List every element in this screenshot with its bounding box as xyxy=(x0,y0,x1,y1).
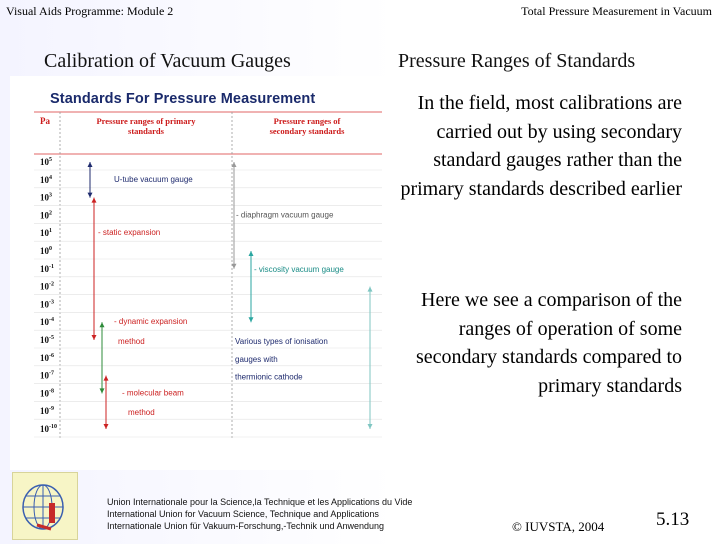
y-tick-label: $10^{-7}$ xyxy=(40,370,54,381)
range-static-arrowhead-bottom xyxy=(92,335,97,340)
footer-line-fr: Union Internationale pour la Science,la Technique et les Applications du Vide xyxy=(107,497,413,507)
range-dynamic-arrowhead-top xyxy=(100,322,105,327)
range-molecular-arrowhead-top xyxy=(104,376,109,381)
y-tick-label: $10^{-5}$ xyxy=(40,335,54,345)
range-molecular-arrowhead-bottom xyxy=(104,424,109,429)
y-tick-label: $10^{-2}$ xyxy=(40,281,54,292)
range-utube-arrowhead-bottom xyxy=(88,193,93,198)
label-ionisation-line1: Various types of ionisation xyxy=(235,337,328,346)
column-header-secondary-line1: Pressure ranges of xyxy=(273,116,341,126)
page-number: 5.13 xyxy=(656,509,690,530)
header-module: Visual Aids Programme: Module 2 xyxy=(6,4,174,18)
unit-label-pa: Pa xyxy=(40,116,50,126)
range-static-arrowhead-top xyxy=(92,198,97,203)
y-tick-label: $10^2$ xyxy=(40,210,52,221)
column-header-secondary-line2: secondary standards xyxy=(269,126,345,136)
range-ionisation-arrowhead-top xyxy=(368,287,373,292)
y-tick-label: $10^{-3}$ xyxy=(40,299,54,310)
y-tick-label: $10^{-9}$ xyxy=(40,406,54,417)
y-tick-label: $10^5$ xyxy=(40,157,52,167)
y-tick-label: $10^{-1}$ xyxy=(40,263,54,274)
y-tick-label: $10^1$ xyxy=(40,228,52,239)
header-topic: Total Pressure Measurement in Vacuum xyxy=(521,4,712,18)
column-header-primary-line2: standards xyxy=(128,126,164,136)
footer-line-de: Internationale Union für Vakuum-Forschung,-Technik und Anwendung xyxy=(107,521,385,531)
standards-chart xyxy=(10,76,396,470)
label-dynamic-line2: method xyxy=(118,337,145,346)
range-viscosity-arrowhead-top xyxy=(249,251,254,256)
range-viscosity-arrowhead-bottom xyxy=(249,317,254,322)
label-viscosity: - viscosity vacuum gauge xyxy=(254,264,344,274)
chart-canvas xyxy=(10,76,396,470)
footer-union-names xyxy=(107,496,412,532)
chart-title: Standards For Pressure Measurement xyxy=(50,91,316,107)
label-ionisation-line3: thermionic cathode xyxy=(235,372,303,382)
footer-line-en: International Union for Vacuum Science, Technique and Applications xyxy=(107,509,379,519)
y-tick-label: $10^{-6}$ xyxy=(40,352,54,363)
body-paragraph-1: In the field, most calibrations are carried out by using secondary standard gauges rather than the primary standards described earlier xyxy=(400,92,682,200)
label-diaphragm: - diaphragm vacuum gauge xyxy=(236,210,334,220)
label-molecular-line1: - molecular beam xyxy=(122,388,184,398)
y-tick-label: $10^{-8}$ xyxy=(40,388,54,399)
y-tick-label: $10^{-4}$ xyxy=(40,317,54,328)
body-paragraph-2: Here we see a comparison of the ranges of operation of some secondary standards compared to primary standards xyxy=(415,289,682,397)
globe-logo-icon xyxy=(13,473,77,539)
label-dynamic-line1: - dynamic expansion xyxy=(114,317,188,327)
y-tick-label: $10^4$ xyxy=(40,174,52,185)
range-dynamic-arrowhead-bottom xyxy=(100,388,105,393)
label-utube: U-tube vacuum gauge xyxy=(114,174,193,184)
slide-title-right: Pressure Ranges of Standards xyxy=(398,50,636,72)
column-header-primary-line1: Pressure ranges of primary xyxy=(96,116,196,126)
y-tick-label: $10^0$ xyxy=(40,246,52,256)
y-tick-label: $10^3$ xyxy=(40,192,52,203)
iuvsta-logo xyxy=(12,472,78,540)
label-ionisation-line2: gauges with xyxy=(235,354,278,364)
range-ionisation-arrowhead-bottom xyxy=(368,424,373,429)
copyright: © IUVSTA, 2004 xyxy=(512,519,605,534)
y-tick-label: $10^{-10}$ xyxy=(40,424,57,434)
slide-title-left: Calibration of Vacuum Gauges xyxy=(44,50,291,72)
label-molecular-line2: method xyxy=(128,408,155,418)
range-utube-arrowhead-top xyxy=(88,162,93,167)
label-static: - static expansion xyxy=(98,228,161,238)
